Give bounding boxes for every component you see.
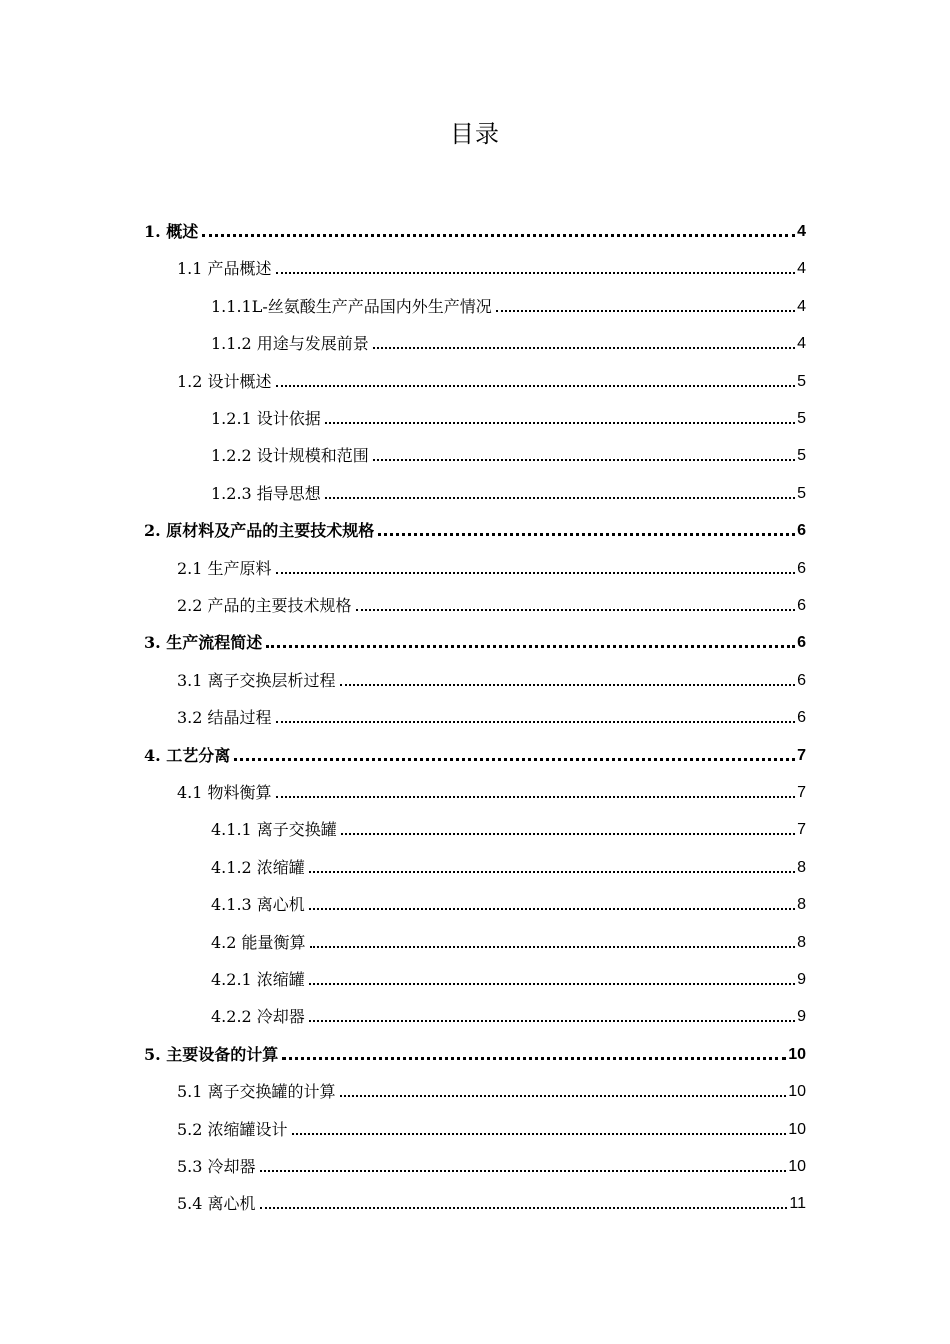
toc-entry-title: 4.1.1 离子交换罐 [211,820,337,840]
toc-entry[interactable] [211,438,806,466]
toc-entry[interactable] [144,625,806,653]
toc-page-number: 5 [797,447,806,465]
toc-entry-title: 5.2 浓缩罐设计 [177,1119,288,1139]
toc-dot-leader [340,683,796,686]
toc-dot-leader [292,1132,787,1135]
toc-dot-leader [276,720,796,723]
toc-page-number: 5 [797,410,806,427]
toc-entry[interactable] [144,214,806,242]
toc-entry[interactable] [211,887,806,915]
toc-entry[interactable] [177,1112,806,1140]
toc-entry-title: 1.1 产品概述 [177,259,272,279]
toc-entry[interactable] [211,925,806,953]
toc-dot-leader [266,644,795,648]
toc-page-number: 6 [797,522,806,540]
toc-entry-title: 3. 生产流程简述 [144,633,263,653]
toc-page-number: 7 [797,821,806,839]
toc-entry-title: 4.1.3 离心机 [211,895,305,915]
toc-entry-title: 4.1.2 浓缩罐 [211,857,305,877]
page-title: 目录 [450,120,500,148]
toc-entry-title: 5. 主要设备的计算 [144,1044,279,1064]
toc-page-number: 9 [797,1008,806,1026]
toc-page-number: 4 [797,223,806,240]
toc-page-number: 5 [797,484,806,502]
toc-dot-leader [325,496,795,499]
toc-entry-title: 5.3 冷却器 [177,1157,256,1176]
toc-entry[interactable] [144,1037,806,1065]
toc-dot-leader [325,421,795,424]
toc-page-number: 11 [789,1195,806,1213]
toc-entry[interactable] [144,738,806,766]
toc-entry-title: 1.2 设计概述 [177,371,272,391]
toc-page-number: 8 [797,933,806,951]
toc-dot-leader [309,982,795,985]
toc-entry-title: 1.2.3 指导思想 [211,483,321,503]
toc-page-number: 9 [797,971,806,988]
toc-dot-leader [378,532,795,536]
toc-entry[interactable] [177,1149,806,1177]
toc-entry[interactable] [211,999,806,1027]
toc-page-number: 10 [788,1045,806,1063]
toc-entry-title: 4.2.1 浓缩罐 [211,970,305,989]
toc-entry-title: 4.2 能量衡算 [211,932,306,952]
toc-dot-leader [310,945,796,948]
toc-entry-title: 2. 原材料及产品的主要技术规格 [144,521,375,541]
toc-entry[interactable] [177,551,806,579]
toc-entry-title: 1.1.1L-丝氨酸生产产品国内外生产情况 [211,296,492,316]
toc-dot-leader [373,346,795,349]
toc-page-number: 6 [797,559,806,577]
toc-dot-leader [282,1056,786,1060]
toc-dot-leader [373,458,795,461]
toc-entry[interactable] [177,775,806,803]
toc-dot-leader [276,271,796,274]
toc-page-number: 4 [797,335,806,353]
toc-dot-leader [202,233,795,237]
toc-entry[interactable] [177,251,806,279]
toc-page-number: 10 [788,1120,806,1138]
toc-page-number: 6 [797,597,806,614]
toc-entry-title: 4. 工艺分离 [144,745,231,765]
toc-entry[interactable] [211,289,806,317]
toc-dot-leader [309,870,795,873]
toc-entry-title: 4.2.2 冷却器 [211,1007,305,1027]
toc-entry[interactable] [177,1186,806,1214]
toc-entry-title: 1.2.1 设计依据 [211,409,321,428]
toc-page-number: 6 [797,671,806,689]
toc-page-number: 4 [797,297,806,315]
toc-entry-title: 2.2 产品的主要技术规格 [177,596,352,615]
toc-entry-title: 3.2 结晶过程 [177,708,272,728]
toc-dot-leader [234,757,795,761]
toc-page-number: 6 [797,709,806,727]
toc-dot-leader [276,795,796,798]
toc-entry-title: 1.2.2 设计规模和范围 [211,446,369,466]
toc-entry-title: 1. 概述 [144,222,199,241]
toc-page-number: 6 [797,634,806,652]
toc-page-number: 7 [797,784,806,801]
toc-entry[interactable] [177,1074,806,1102]
toc-entry[interactable] [211,401,806,429]
toc-entry-title: 2.1 生产原料 [177,558,272,578]
toc-dot-leader [260,1169,787,1172]
toc-dot-leader [341,832,795,835]
toc-entry-title: 3.1 离子交换层析过程 [177,670,336,690]
toc-dot-leader [309,907,795,910]
toc-page-number: 5 [797,372,806,390]
toc-entry[interactable] [211,812,806,840]
toc-dot-leader [496,309,795,312]
toc-entry-title: 5.1 离子交换罐的计算 [177,1082,336,1102]
toc-page-number: 4 [797,260,806,278]
toc-entry[interactable] [211,850,806,878]
toc-entry[interactable] [211,962,806,990]
toc-page-number: 8 [797,858,806,876]
toc-entry-title: 1.1.2 用途与发展前景 [211,334,369,354]
toc-dot-leader [260,1206,788,1209]
toc-dot-leader [309,1019,795,1022]
toc-dot-leader [340,1094,787,1097]
toc-entry-title: 5.4 离心机 [177,1194,256,1214]
toc-entry[interactable] [144,513,806,541]
toc-entry[interactable] [177,663,806,691]
toc-page-number: 10 [788,1158,806,1175]
toc-entry[interactable] [177,364,806,392]
toc-entry[interactable] [177,588,806,616]
toc-entry[interactable] [177,700,806,728]
toc-dot-leader [356,608,796,611]
toc-entry-title: 4.1 物料衡算 [177,783,272,802]
toc-dot-leader [276,571,796,574]
toc-page-number: 7 [797,746,806,764]
toc-page-number: 10 [788,1083,806,1101]
toc-entry[interactable] [211,326,806,354]
toc-entry[interactable] [211,476,806,504]
toc-dot-leader [276,384,796,387]
toc-page-number: 8 [797,896,806,914]
